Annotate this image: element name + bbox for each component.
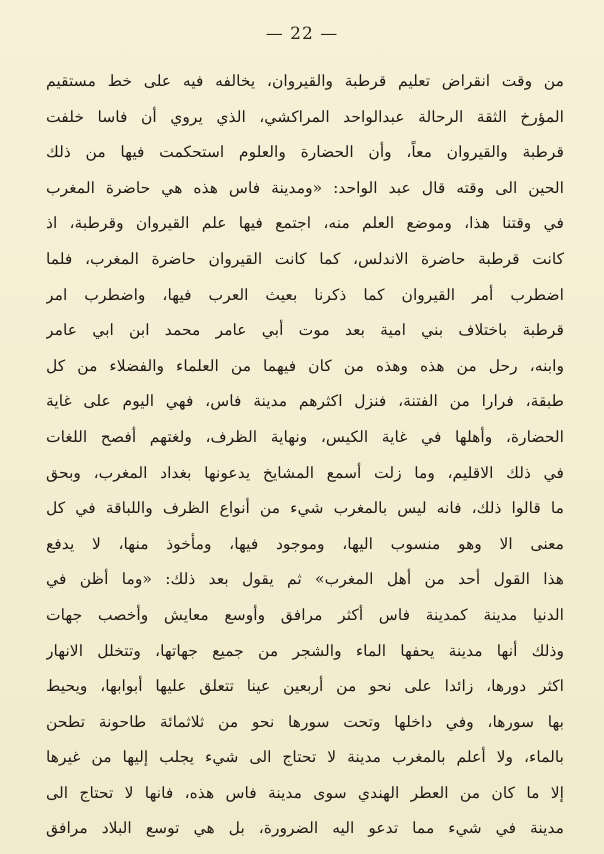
text-line: الدنيا مدينة كمدينة فاس أكثر مرافق وأوسع معايش وأخصب جهات bbox=[46, 605, 564, 624]
text-line: من وقت انقراض تعليم قرطبة والقيروان، يخالفه فيه على خط مستقيم bbox=[46, 72, 564, 90]
text-line: المؤرخ الثقة الرحالة عبدالواحد المراكشي، الذي يروي أن فاسا خلفت bbox=[46, 107, 564, 126]
text-line: بالماء، ولا أعلم بالمغرب مدينة لا تحتاج الى شيء يجلب إليها من غيرها bbox=[46, 748, 564, 767]
body-text bbox=[46, 64, 564, 847]
text-line: قرطبة باختلاف بني امية بعد موت أبي عامر محمد ابن ابي عامر bbox=[46, 321, 564, 340]
text-line: في وقتنا هذا، وموضع العلم منه، اجتمع فيها علم القيروان وقرطبة، اذ bbox=[46, 214, 564, 233]
text-line: مدينة في شيء مما تدعو اليه الضرورة، بل هي توسع البلاد مرافق bbox=[46, 819, 564, 838]
text-line: وابنه، رحل من هذه وهذه من كان فيهما من العلماء والفضلاء من كل bbox=[46, 356, 564, 375]
text-line: اكثر دورها، زائدا على نحو من أربعين عينا تتعلق عليها أبوابها، ويحيط bbox=[46, 677, 564, 696]
text-line: الحضارة، وأهلها في غاية الكيس، ونهاية الظرف، ولغتهم أفصح اللغات bbox=[46, 427, 564, 446]
page-number: — 22 — bbox=[265, 24, 339, 44]
text-line: ما قالوا ذلك، فانه ليس بالمغرب شيء من أنواع الظرف واللباقة في كل bbox=[46, 499, 564, 518]
text-line: كانت قرطبة حاضرة الاندلس، كما كانت القيروان حاضرة المغرب، فلما bbox=[46, 249, 564, 268]
text-line: طبقة، فرارا من الفتنة، فنزل اكثرهم مدينة فاس، فهي اليوم على غاية bbox=[46, 392, 564, 411]
text-line: الحين الى وقته قال عبد الواحد: «ومدينة فاس هذه هي حاضرة المغرب bbox=[46, 178, 564, 197]
text-line: معنى الا وهو منسوب اليها، وموجود فيها، ومأخوذ منها، لا يدفع bbox=[46, 534, 564, 553]
text-line: في ذلك الاقليم، وما زلت أسمع المشايخ يدعونها بغداد المغرب، وبحق bbox=[46, 463, 564, 482]
text-line: بها سورها، وفي داخلها وتحت سورها نحو من ثلاثمائة طاحونة تطحن bbox=[46, 712, 564, 731]
text-line: هذا القول أحد من أهل المغرب» ثم يقول بعد ذلك: «وما أظن في bbox=[46, 570, 564, 589]
text-line: وذلك أنها مدينة يحفها الماء والشجر من جميع جهاتها، وتتخلل الانهار bbox=[46, 641, 564, 660]
text-line: إلا ما كان من العطر الهندي سوى مدينة فاس هذه، فانها لا تحتاج الى bbox=[46, 783, 564, 802]
text-line: قرطبة والقيروان معاً، وأن الحضارة والعلوم استحكمت فيها من ذلك bbox=[46, 143, 564, 162]
text-line: اضطرب أمر القيروان كما ذكرنا بعيث العرب فيها، واضطرب امر bbox=[46, 285, 564, 304]
